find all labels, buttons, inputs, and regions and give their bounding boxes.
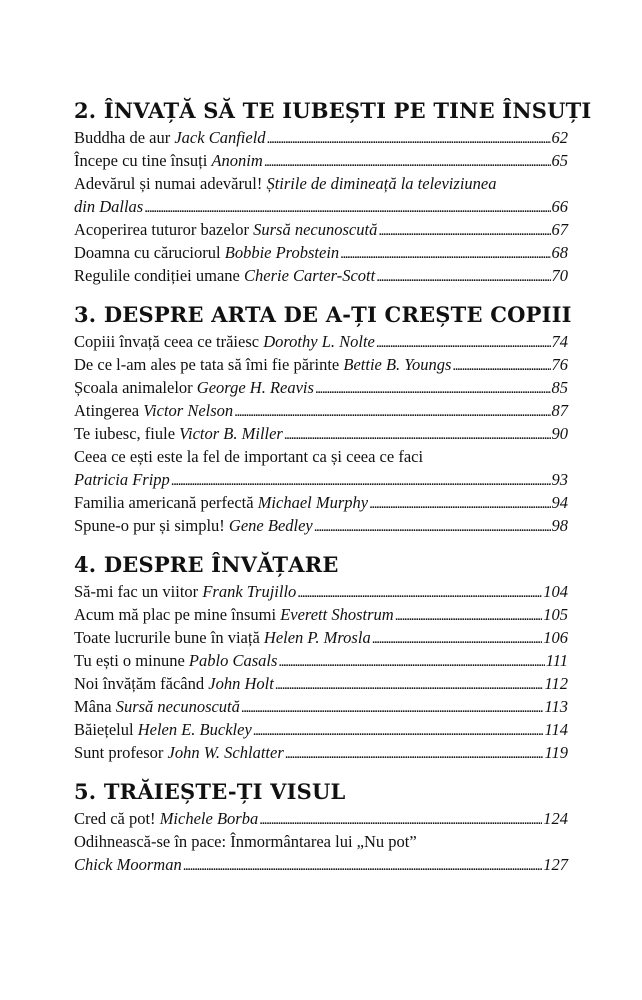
entry-title: Noi învățăm făcând: [74, 674, 205, 693]
entry-author: Michael Murphy: [257, 493, 369, 512]
entry-page: 105: [543, 605, 568, 624]
entry-title: Mâna: [74, 697, 112, 716]
table-of-contents: [74, 96, 592, 876]
entry-page: 104: [543, 582, 568, 601]
entry-page: 94: [551, 493, 568, 512]
dot-leader: [340, 241, 550, 266]
entry-page: 62: [551, 128, 568, 147]
section-heading: 3. DESPRE ARTA DE A-ȚI CREȘTE COPIII: [74, 302, 572, 327]
dot-leader: [278, 649, 544, 674]
toc-entry-line1[interactable]: [74, 830, 568, 853]
dot-leader: [259, 807, 542, 832]
entry-title: Băiețelul: [74, 720, 134, 739]
toc-entry-line2[interactable]: [74, 468, 568, 491]
dot-leader: [315, 376, 551, 401]
entry-page: 70: [551, 266, 568, 285]
entry-page: 85: [551, 378, 568, 397]
entry-title: Să-mi fac un viitor: [74, 582, 199, 601]
toc-entry[interactable]: [74, 422, 568, 445]
entry-author: Helen P. Mrosla: [263, 628, 371, 647]
toc-section-3: [74, 300, 572, 537]
toc-section-5: [74, 777, 568, 876]
dot-leader: [144, 195, 550, 220]
toc-entry[interactable]: [74, 376, 568, 399]
entry-author: Victor Nelson: [143, 401, 234, 420]
entry-author: Chick Moorman: [74, 855, 182, 874]
entry-page: 111: [545, 651, 568, 670]
toc-entry[interactable]: [74, 330, 568, 353]
entry-author: Michele Borba: [159, 809, 259, 828]
entry-page: 87: [551, 401, 568, 420]
entry-page: 68: [551, 243, 568, 262]
toc-entry[interactable]: [74, 491, 568, 514]
entry-page: 65: [551, 151, 568, 170]
section-heading: 2. ÎNVAȚĂ SĂ TE IUBEȘTI PE TINE ÎNSUȚI: [74, 98, 592, 123]
entry-title: Doamna cu căruciorul: [74, 243, 221, 262]
entry-author: Patricia Fripp: [74, 470, 170, 489]
toc-entry[interactable]: [74, 718, 568, 741]
entry-page: 119: [544, 743, 568, 762]
entry-author: Frank Trujillo: [202, 582, 297, 601]
entry-page: 90: [551, 424, 568, 443]
entry-page: 114: [544, 720, 568, 739]
toc-entry[interactable]: [74, 672, 568, 695]
entry-title: Spune-o pur și simplu!: [74, 516, 225, 535]
entry-author: John Holt: [208, 674, 274, 693]
entry-title: Sunt profesor: [74, 743, 164, 762]
entry-page: 112: [544, 674, 568, 693]
entry-title: Buddha de aur: [74, 128, 171, 147]
entry-page: 127: [543, 855, 568, 874]
toc-entry-line2[interactable]: [74, 195, 568, 218]
entry-author: Sursă necunoscută: [115, 697, 240, 716]
dot-leader: [376, 264, 550, 289]
section-heading: 5. TRĂIEȘTE-ȚI VISUL: [74, 779, 346, 804]
entry-page: 98: [551, 516, 568, 535]
entry-author: Helen E. Buckley: [137, 720, 252, 739]
entry-author: Cherie Carter-Scott: [244, 266, 376, 285]
entry-title: De ce l-am ales pe tata să îmi fie părinte: [74, 355, 340, 374]
entry-title: Familia americană perfectă: [74, 493, 254, 512]
dot-leader: [267, 126, 551, 151]
toc-entry[interactable]: [74, 741, 568, 764]
dot-leader: [241, 695, 544, 720]
entry-author: Gene Bedley: [228, 516, 313, 535]
toc-entry-line1[interactable]: [74, 445, 568, 468]
toc-entry[interactable]: [74, 264, 568, 287]
entry-page: 66: [551, 197, 568, 216]
entry-title: Te iubesc, fiule: [74, 424, 176, 443]
entry-title: Copiii învață ceea ce trăiesc: [74, 332, 260, 351]
entry-page: 106: [543, 628, 568, 647]
toc-section-4: [74, 550, 568, 764]
toc-entry[interactable]: [74, 241, 568, 264]
toc-entry[interactable]: [74, 603, 568, 626]
toc-entry[interactable]: [74, 399, 568, 422]
toc-section-2: [74, 96, 592, 287]
entry-author: Jack Canfield: [174, 128, 266, 147]
dot-leader: [376, 330, 551, 355]
entry-page: 76: [551, 355, 568, 374]
toc-entry-line1[interactable]: [74, 172, 568, 195]
entry-author: Bettie B. Youngs: [343, 355, 452, 374]
dot-leader: [297, 580, 542, 605]
dot-leader: [183, 853, 543, 878]
entry-author: Victor B. Miller: [179, 424, 283, 443]
dot-leader: [369, 491, 550, 516]
dot-leader: [395, 603, 543, 628]
toc-entry[interactable]: [74, 580, 568, 603]
dot-leader: [171, 468, 551, 493]
dot-leader: [253, 718, 544, 743]
entry-author: Bobbie Probstein: [224, 243, 340, 262]
entry-title: Odihnească-se în pace: Înmormântarea lui „Nu pot”: [74, 832, 417, 851]
entry-author: Pablo Casals: [188, 651, 278, 670]
dot-leader: [372, 626, 543, 651]
entry-title: Cred că pot!: [74, 809, 156, 828]
dot-leader: [284, 422, 551, 447]
entry-author: Everett Shostrum: [280, 605, 394, 624]
entry-title: Școala animalelor: [74, 378, 193, 397]
entry-author: Sursă necunoscută: [253, 220, 378, 239]
entry-page: 74: [551, 332, 568, 351]
dot-leader: [285, 741, 544, 766]
entry-page: 67: [551, 220, 568, 239]
dot-leader: [275, 672, 544, 697]
entry-title: Acum mă plac pe mine însumi: [74, 605, 277, 624]
entry-title: Atingerea: [74, 401, 140, 420]
toc-entry[interactable]: [74, 126, 568, 149]
toc-entry[interactable]: [74, 149, 568, 172]
entry-title: Acoperirea tuturor bazelor: [74, 220, 249, 239]
toc-entry[interactable]: [74, 353, 568, 376]
toc-entry[interactable]: [74, 807, 568, 830]
entry-page: 124: [543, 809, 568, 828]
dot-leader: [264, 149, 551, 174]
entry-page: 93: [551, 470, 568, 489]
entry-author: Anonim: [211, 151, 263, 170]
entry-page: 113: [544, 697, 568, 716]
toc-entry-line2[interactable]: [74, 853, 568, 876]
entry-title: Începe cu tine însuți: [74, 151, 208, 170]
toc-entry[interactable]: [74, 649, 568, 672]
entry-author: George H. Reavis: [196, 378, 314, 397]
dot-leader: [314, 514, 551, 539]
entry-author-cont: din Dallas: [74, 197, 144, 216]
entry-title: Ceea ce ești este la fel de important ca și ceea ce faci: [74, 447, 424, 466]
entry-author: Știrile de dimineață la televiziunea: [266, 174, 497, 193]
entry-title: Regulile condiției umane: [74, 266, 240, 285]
entry-author: John W. Schlatter: [167, 743, 284, 762]
toc-entry[interactable]: [74, 695, 568, 718]
toc-entry[interactable]: [74, 514, 568, 537]
dot-leader: [378, 218, 550, 243]
entry-title: Tu ești o minune: [74, 651, 185, 670]
dot-leader: [234, 399, 550, 424]
toc-entry[interactable]: [74, 218, 568, 241]
entry-author: Dorothy L. Nolte: [263, 332, 375, 351]
entry-title: Toate lucrurile bune în viață: [74, 628, 260, 647]
entry-title: Adevărul și numai adevărul!: [74, 174, 263, 193]
toc-entry[interactable]: [74, 626, 568, 649]
dot-leader: [452, 353, 550, 378]
section-heading: 4. DESPRE ÎNVĂȚARE: [74, 552, 339, 577]
